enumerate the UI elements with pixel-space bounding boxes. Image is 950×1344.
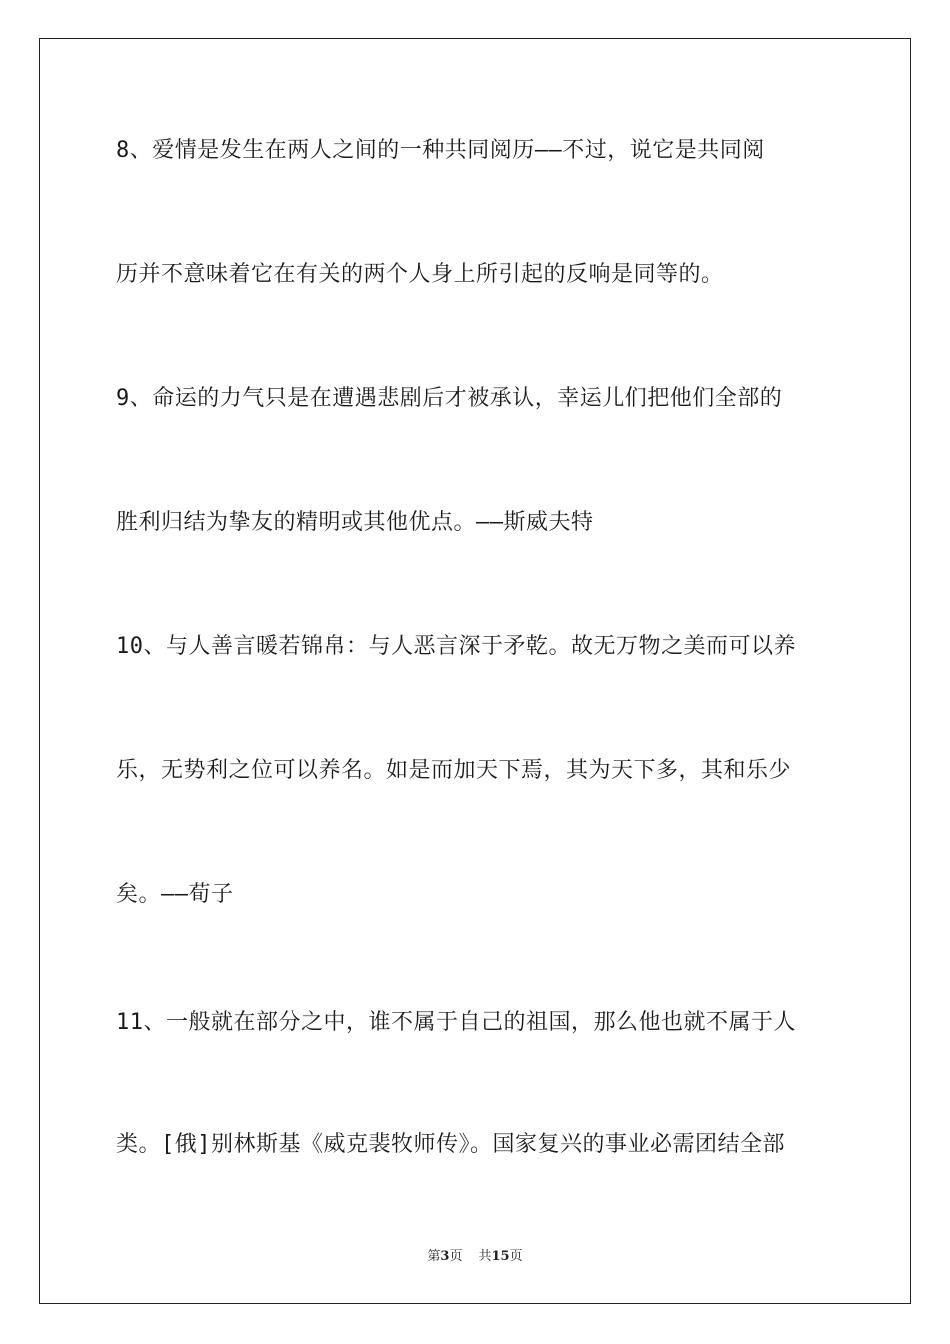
footer-page-number: 3 <box>440 1249 450 1264</box>
text-line-6: 乐，无势利之位可以养名。如是而加天下焉，其为天下多，其和乐少 <box>116 758 792 783</box>
text-line-8: 11、一般就在部分之中，谁不属于自己的祖国，那么他也就不属于人 <box>116 1010 796 1035</box>
text-line-3: 9、命运的力气只是在遭遇悲剧后才被承认，幸运儿们把他们全部的 <box>116 386 783 411</box>
text-line-1: 8、爱情是发生在两人之间的一种共同阅历——不过，说它是共同阅 <box>116 138 765 163</box>
footer-page-prefix: 第 <box>427 1249 441 1264</box>
footer-total-prefix: 共 <box>478 1249 492 1264</box>
footer-page-suffix: 页 <box>449 1249 463 1264</box>
page-footer <box>0 1248 950 1266</box>
text-line-5: 10、与人善言暖若锦帛：与人恶言深于矛乾。故无万物之美而可以养 <box>116 634 796 659</box>
footer-total-number: 15 <box>491 1249 510 1264</box>
text-line-9: 类。[俄]别林斯基《威克裴牧师传》。国家复兴的事业必需团结全部 <box>116 1132 785 1157</box>
footer-total-suffix: 页 <box>509 1249 523 1264</box>
text-line-4: 胜利归结为挚友的精明或其他优点。——斯威夫特 <box>116 510 594 535</box>
page-border <box>39 38 911 1304</box>
text-line-2: 历并不意味着它在有关的两个人身上所引起的反响是同等的。 <box>116 262 724 287</box>
text-line-7: 矣。——荀子 <box>116 882 234 907</box>
